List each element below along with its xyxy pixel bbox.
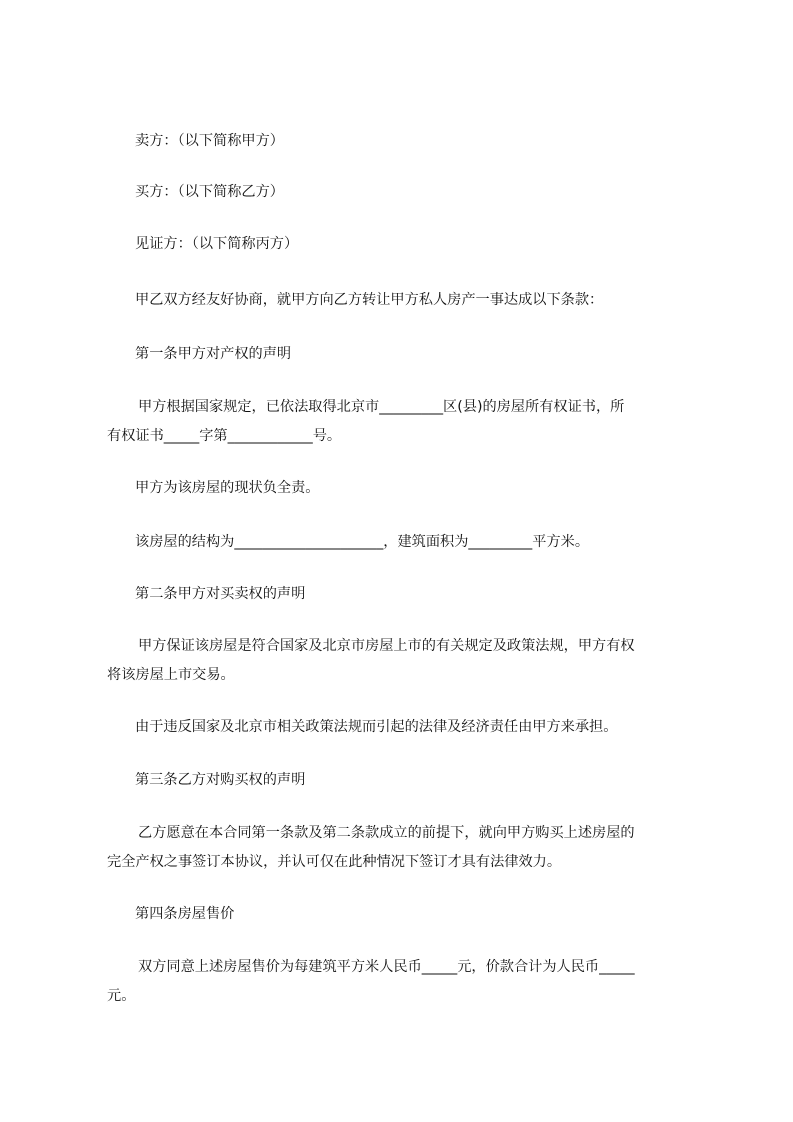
buyer-line: 买方：（以下简称乙方）: [135, 184, 284, 200]
article4-paragraph1-line1: 双方同意上述房屋售价为每建筑平方米人民币_____元，价款合计为人民币_____: [138, 959, 635, 975]
article1-paragraph1-line2: 有权证书_____字第____________号。: [107, 428, 342, 444]
article3-paragraph1-line2: 完全产权之事签订本协议，并认可仅在此种情况下签订才具有法律效力。: [107, 854, 562, 870]
article3-title: 第三条乙方对购买权的声明: [135, 772, 306, 788]
article1-paragraph3: 该房屋的结构为_____________________，建筑面积为_________平方米。: [135, 534, 590, 550]
witness-line: 见证方：（以下简称丙方）: [135, 236, 299, 252]
article2-title: 第二条甲方对买卖权的声明: [135, 586, 306, 602]
article1-paragraph1: [107, 393, 707, 451]
article2-paragraph1-line1: 甲方保证该房屋是符合国家及北京市房屋上市的有关规定及政策法规，甲方有权: [138, 638, 635, 654]
intro-paragraph: 甲乙双方经友好协商，就甲方向乙方转让甲方私人房产一事达成以下条款：: [135, 292, 604, 308]
article2-paragraph1: [107, 632, 707, 690]
article2-paragraph2: 由于违反国家及北京市相关政策法规而引起的法律及经济责任由甲方来承担。: [135, 719, 618, 735]
article3-paragraph1: [107, 819, 707, 877]
article1-paragraph1-line1: 甲方根据国家规定，已依法取得北京市_________区(县)的房屋所有权证书，所: [138, 399, 625, 415]
article4-paragraph1-line2: 元。: [107, 988, 136, 1004]
article1-title: 第一条甲方对产权的声明: [135, 346, 292, 362]
article3-paragraph1-line1: 乙方愿意在本合同第一条款及第二条款成立的前提下，就向甲方购买上述房屋的: [138, 825, 635, 841]
article2-paragraph1-line2: 将该房屋上市交易。: [107, 667, 235, 683]
seller-line: 卖方：（以下简称甲方）: [135, 133, 284, 149]
article1-paragraph2: 甲方为该房屋的现状负全责。: [135, 480, 320, 496]
article4-paragraph1: [107, 953, 707, 1011]
article4-title: 第四条房屋售价: [135, 906, 235, 922]
